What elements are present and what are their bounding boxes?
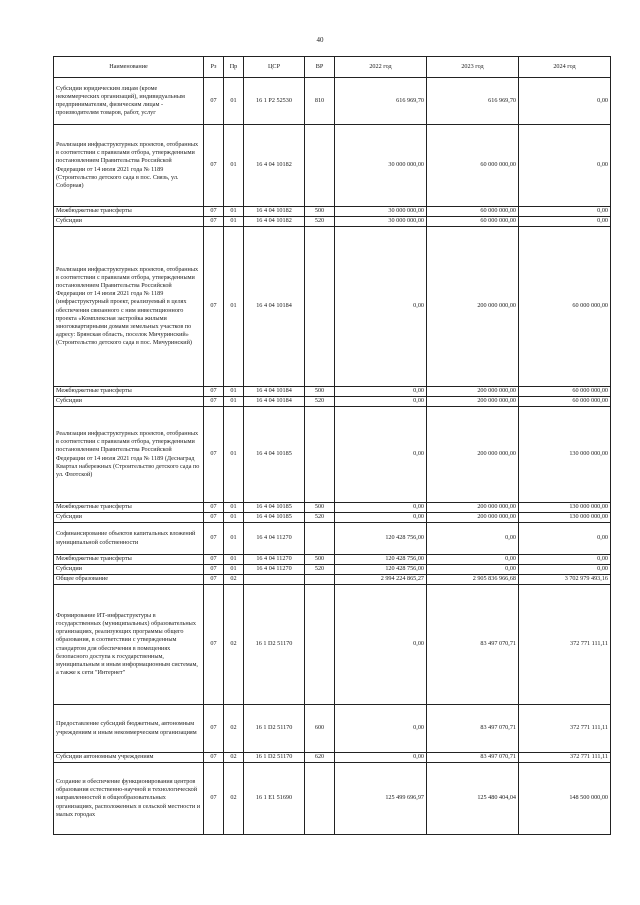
cell-2023: 83 497 070,71 (427, 753, 519, 763)
cell-vr: 500 (305, 207, 335, 217)
cell-csr: 16 1 D2 51170 (244, 585, 305, 705)
cell-rz: 07 (204, 217, 224, 227)
cell-2022: 2 994 224 865,27 (335, 575, 427, 585)
cell-csr: 16 1 D2 51170 (244, 705, 305, 753)
header-name: Наименование (54, 57, 204, 78)
header-csr: ЦСР (244, 57, 305, 78)
cell-csr: 16 4 04 10185 (244, 407, 305, 503)
cell-name: Межбюджетные трансферты (54, 503, 204, 513)
header-rz: Рз (204, 57, 224, 78)
cell-pr: 01 (224, 503, 244, 513)
cell-pr: 01 (224, 523, 244, 555)
cell-rz: 07 (204, 585, 224, 705)
cell-pr: 01 (224, 555, 244, 565)
table-row (54, 207, 611, 217)
cell-pr: 02 (224, 585, 244, 705)
cell-vr: 500 (305, 555, 335, 565)
cell-csr: 16 1 E1 51690 (244, 763, 305, 835)
cell-rz: 07 (204, 387, 224, 397)
cell-pr: 01 (224, 565, 244, 575)
table-row (54, 585, 611, 705)
table-body (54, 78, 611, 835)
cell-2024: 130 000 000,00 (519, 407, 611, 503)
cell-pr: 01 (224, 125, 244, 207)
cell-rz: 07 (204, 503, 224, 513)
cell-rz: 07 (204, 513, 224, 523)
cell-vr: 520 (305, 565, 335, 575)
cell-2023: 0,00 (427, 523, 519, 555)
cell-rz: 07 (204, 397, 224, 407)
cell-csr: 16 4 04 10182 (244, 125, 305, 207)
cell-2024: 0,00 (519, 523, 611, 555)
cell-2022: 30 000 000,00 (335, 217, 427, 227)
header-pr: Пр (224, 57, 244, 78)
cell-vr (305, 763, 335, 835)
cell-vr (305, 407, 335, 503)
cell-vr: 620 (305, 753, 335, 763)
cell-2023: 200 000 000,00 (427, 397, 519, 407)
table-row (54, 763, 611, 835)
cell-rz: 07 (204, 407, 224, 503)
cell-2023: 60 000 000,00 (427, 217, 519, 227)
cell-vr (305, 585, 335, 705)
cell-rz: 07 (204, 207, 224, 217)
cell-name: Межбюджетные трансферты (54, 555, 204, 565)
cell-name: Межбюджетные трансферты (54, 207, 204, 217)
cell-csr: 16 4 04 10185 (244, 513, 305, 523)
cell-vr: 500 (305, 387, 335, 397)
cell-csr: 16 4 04 10182 (244, 217, 305, 227)
cell-csr: 16 4 04 10182 (244, 207, 305, 217)
cell-2024: 0,00 (519, 217, 611, 227)
cell-2022: 120 428 756,00 (335, 555, 427, 565)
cell-2024: 372 771 111,11 (519, 585, 611, 705)
cell-rz: 07 (204, 78, 224, 125)
header-vr: ВР (305, 57, 335, 78)
table-row (54, 227, 611, 387)
cell-2023: 83 497 070,71 (427, 705, 519, 753)
cell-2023: 60 000 000,00 (427, 125, 519, 207)
cell-csr (244, 575, 305, 585)
cell-2023: 200 000 000,00 (427, 513, 519, 523)
cell-pr: 02 (224, 763, 244, 835)
cell-pr: 02 (224, 705, 244, 753)
cell-2023: 0,00 (427, 565, 519, 575)
table-row (54, 78, 611, 125)
cell-vr (305, 125, 335, 207)
table-row (54, 513, 611, 523)
cell-vr (305, 227, 335, 387)
cell-2022: 125 499 696,97 (335, 763, 427, 835)
cell-rz: 07 (204, 575, 224, 585)
cell-2022: 0,00 (335, 585, 427, 705)
cell-name: Создание и обеспечение функционирования центров образования естественно-научной и технологической направленностей в общеобразовательных организациях, расположенных в сельской местности и малых городах (54, 763, 204, 835)
cell-2024: 130 000 000,00 (519, 513, 611, 523)
page-number: 40 (316, 36, 324, 44)
cell-vr: 500 (305, 503, 335, 513)
cell-pr: 02 (224, 575, 244, 585)
cell-2022: 616 969,70 (335, 78, 427, 125)
cell-rz: 07 (204, 565, 224, 575)
cell-2022: 30 000 000,00 (335, 125, 427, 207)
cell-vr: 520 (305, 513, 335, 523)
cell-name: Субсидии (54, 217, 204, 227)
table-row (54, 503, 611, 513)
table-row (54, 125, 611, 207)
cell-pr: 01 (224, 387, 244, 397)
cell-2024: 0,00 (519, 555, 611, 565)
cell-2022: 0,00 (335, 407, 427, 503)
table-row (54, 575, 611, 585)
cell-csr: 16 4 04 10184 (244, 397, 305, 407)
cell-pr: 01 (224, 407, 244, 503)
cell-2024: 0,00 (519, 125, 611, 207)
cell-name: Реализация инфраструктурных проектов, отобранных в соответствии с правилами отбора, утвержденными постановлением Правительства Российской Федерации от 14 июля 2021 года № 1189 (инфраструктурный проект, реализуемый в целях обеспечения связанного с ним инвестиционного проекта «Комплексная застройка жилыми многоквартирными домами земельных участков по адресу: Брянская область, поселок Мичуринский» (Строительство детского сада в пос. Мичуринский) (54, 227, 204, 387)
cell-csr: 16 4 04 10185 (244, 503, 305, 513)
table-row (54, 523, 611, 555)
cell-rz: 07 (204, 753, 224, 763)
cell-name: Субсидии (54, 397, 204, 407)
cell-2024: 60 000 000,00 (519, 387, 611, 397)
cell-rz: 07 (204, 125, 224, 207)
cell-name: Реализация инфраструктурных проектов, отобранных в соответствии с правилами отбора, утвержденными постановлением Правительства Российской Федерации от 14 июля 2021 года № 1189 (Строительство детского сада в пос. Связь, ул. Соборная) (54, 125, 204, 207)
cell-csr: 16 4 04 11270 (244, 523, 305, 555)
cell-name: Субсидии (54, 565, 204, 575)
header-row (54, 57, 611, 78)
cell-vr: 520 (305, 397, 335, 407)
cell-csr: 16 1 D2 51170 (244, 753, 305, 763)
cell-2022: 0,00 (335, 397, 427, 407)
cell-rz: 07 (204, 555, 224, 565)
cell-2023: 200 000 000,00 (427, 387, 519, 397)
table-row (54, 753, 611, 763)
cell-2024: 372 771 111,11 (519, 753, 611, 763)
cell-pr: 01 (224, 397, 244, 407)
cell-2023: 200 000 000,00 (427, 407, 519, 503)
cell-pr: 01 (224, 513, 244, 523)
cell-2023: 200 000 000,00 (427, 503, 519, 513)
table-row (54, 217, 611, 227)
cell-rz: 07 (204, 705, 224, 753)
cell-name: Субсидии (54, 513, 204, 523)
cell-2023: 83 497 070,71 (427, 585, 519, 705)
cell-2022: 0,00 (335, 705, 427, 753)
cell-2023: 0,00 (427, 555, 519, 565)
cell-rz: 07 (204, 523, 224, 555)
cell-rz: 07 (204, 763, 224, 835)
table-row (54, 705, 611, 753)
cell-vr (305, 523, 335, 555)
cell-vr: 520 (305, 217, 335, 227)
cell-2024: 3 702 979 493,16 (519, 575, 611, 585)
cell-2024: 60 000 000,00 (519, 227, 611, 387)
cell-name: Формирование ИТ-инфраструктуры в государственных (муниципальных) образовательных организациях, реализующих программы общего образования, в соответствии с утвержденным стандартом для обеспечения в помещениях безопасного доступа к государственным, муниципальным и иным информационным системам, а также к сети "Интернет" (54, 585, 204, 705)
cell-pr: 01 (224, 207, 244, 217)
table-row (54, 555, 611, 565)
cell-2024: 0,00 (519, 565, 611, 575)
cell-rz: 07 (204, 227, 224, 387)
cell-2022: 30 000 000,00 (335, 207, 427, 217)
header-2022: 2022 год (335, 57, 427, 78)
header-2024: 2024 год (519, 57, 611, 78)
cell-2024: 0,00 (519, 78, 611, 125)
cell-pr: 01 (224, 217, 244, 227)
cell-pr: 01 (224, 78, 244, 125)
cell-csr: 16 1 P2 52530 (244, 78, 305, 125)
cell-2023: 616 969,70 (427, 78, 519, 125)
cell-2022: 0,00 (335, 513, 427, 523)
cell-pr: 01 (224, 227, 244, 387)
cell-csr: 16 4 04 11270 (244, 555, 305, 565)
header-2023: 2023 год (427, 57, 519, 78)
cell-2023: 60 000 000,00 (427, 207, 519, 217)
table-row (54, 407, 611, 503)
cell-2024: 0,00 (519, 207, 611, 217)
cell-csr: 16 4 04 11270 (244, 565, 305, 575)
cell-2022: 0,00 (335, 503, 427, 513)
cell-2023: 200 000 000,00 (427, 227, 519, 387)
cell-2024: 372 771 111,11 (519, 705, 611, 753)
cell-vr: 600 (305, 705, 335, 753)
cell-2022: 0,00 (335, 227, 427, 387)
cell-csr: 16 4 04 10184 (244, 227, 305, 387)
cell-name: Общее образование (54, 575, 204, 585)
cell-2023: 2 905 836 966,68 (427, 575, 519, 585)
table-row (54, 387, 611, 397)
budget-table (53, 56, 611, 835)
cell-csr: 16 4 04 10184 (244, 387, 305, 397)
cell-2024: 148 500 000,00 (519, 763, 611, 835)
cell-name: Субсидии юридическим лицам (кроме некоммерческих организаций), индивидуальным предпринимателям, физическим лицам - производителям товаров, работ, услуг (54, 78, 204, 125)
cell-name: Предоставление субсидий бюджетным, автономным учреждениям и иным некоммерческим организациям (54, 705, 204, 753)
table-row (54, 397, 611, 407)
cell-name: Реализация инфраструктурных проектов, отобранных в соответствии с правилами отбора, утвержденными постановлением Правительства Российской Федерации от 14 июля 2021 года № 1189 (Деснаград Квартал набережных (Строительство детского сада по ул. Флотской) (54, 407, 204, 503)
cell-2024: 60 000 000,00 (519, 397, 611, 407)
cell-vr (305, 575, 335, 585)
cell-2022: 120 428 756,00 (335, 523, 427, 555)
cell-2022: 120 428 756,00 (335, 565, 427, 575)
cell-2022: 0,00 (335, 753, 427, 763)
cell-name: Межбюджетные трансферты (54, 387, 204, 397)
cell-name: Субсидии автономным учреждениям (54, 753, 204, 763)
cell-2023: 125 480 404,04 (427, 763, 519, 835)
cell-name: Софинансирование объектов капитальных вложений муниципальной собственности (54, 523, 204, 555)
table-row (54, 565, 611, 575)
cell-vr: 810 (305, 78, 335, 125)
cell-pr: 02 (224, 753, 244, 763)
cell-2022: 0,00 (335, 387, 427, 397)
cell-2024: 130 000 000,00 (519, 503, 611, 513)
